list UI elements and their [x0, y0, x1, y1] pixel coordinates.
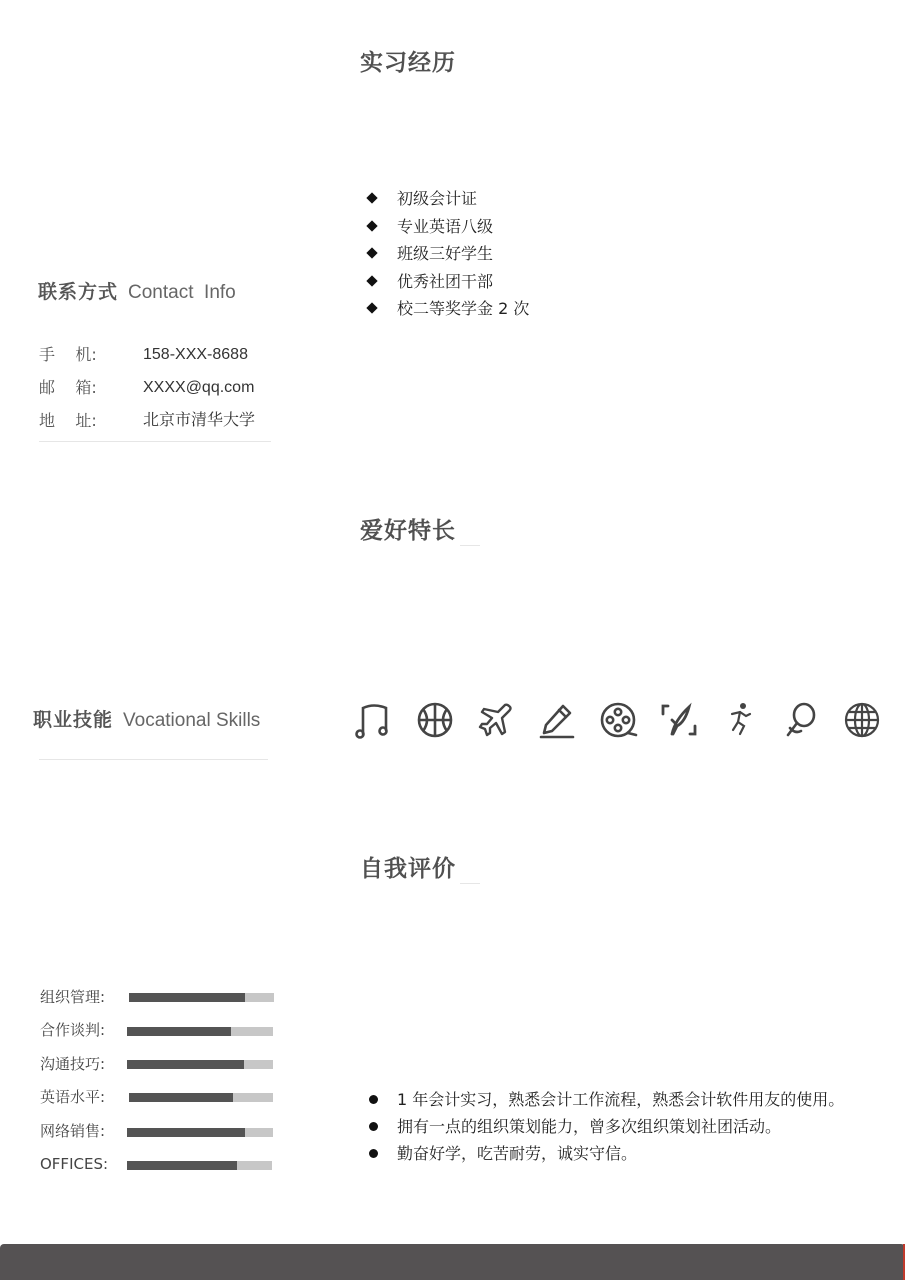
hobby-icons — [354, 700, 903, 740]
calligraphy-icon — [659, 700, 699, 740]
skill-bar-fill — [127, 1128, 245, 1137]
list-item: 校二等奖学金 2 次 — [366, 295, 529, 323]
section-title-hobbies: 爱好特长 — [360, 518, 456, 544]
skill-bar-fill — [129, 1093, 233, 1102]
bullet-dot-icon — [369, 1095, 378, 1104]
skill-row: 网络销售: — [40, 1118, 280, 1151]
music-icon — [354, 700, 394, 740]
skill-bar — [127, 1128, 273, 1137]
list-item: 1 年会计实习，熟悉会计工作流程，熟悉会计软件用友的使用。 — [366, 1086, 844, 1113]
badminton-icon — [781, 700, 821, 740]
list-item: 优秀社团干部 — [366, 268, 529, 296]
section-title-internship: 实习经历 — [360, 50, 456, 76]
contact-row-phone: 手 机: 158-XXX-8688 — [39, 345, 248, 364]
running-icon — [720, 700, 760, 740]
skill-row: 英语水平: — [40, 1084, 280, 1117]
skill-row: OFFICES: — [40, 1151, 280, 1184]
pen-icon — [537, 700, 577, 740]
bullet-dot-icon — [369, 1122, 378, 1131]
skill-bar — [129, 1093, 273, 1102]
skills-heading: 职业技能 Vocational Skills — [33, 709, 261, 731]
contact-heading: 联系方式 Contact Info — [38, 281, 236, 303]
skill-bar-fill — [127, 1027, 231, 1036]
self-evaluation-list — [366, 1086, 844, 1167]
diamond-bullet-icon — [366, 220, 377, 231]
list-item: 初级会计证 — [366, 185, 529, 213]
skill-bar — [127, 1060, 273, 1069]
skill-bar — [127, 1027, 273, 1036]
certificate-list — [366, 185, 529, 323]
skills-divider — [39, 759, 268, 760]
skill-bar-fill — [127, 1060, 244, 1069]
contact-list — [39, 338, 279, 437]
bullet-dot-icon — [369, 1149, 378, 1158]
skill-bar — [127, 1161, 272, 1170]
basketball-icon — [415, 700, 455, 740]
section-title-self-evaluation: 自我评价 — [360, 856, 456, 882]
diamond-bullet-icon — [366, 192, 377, 203]
list-item: 勤奋好学，吃苦耐劳，诚实守信。 — [366, 1140, 844, 1167]
skill-bar-fill — [129, 993, 245, 1002]
footer-bar — [0, 1244, 905, 1280]
hobbies-title-underline — [460, 545, 480, 546]
skill-bars — [40, 984, 280, 1184]
self-eval-title-underline — [460, 883, 480, 884]
diamond-bullet-icon — [366, 247, 377, 258]
diamond-bullet-icon — [366, 275, 377, 286]
airplane-icon — [476, 700, 516, 740]
skill-row: 合作谈判: — [40, 1017, 280, 1050]
list-item: 班级三好学生 — [366, 240, 529, 268]
skill-bar — [129, 993, 274, 1002]
diamond-bullet-icon — [366, 302, 377, 313]
film-reel-icon — [598, 700, 638, 740]
skill-bar-fill — [127, 1161, 237, 1170]
contact-divider — [39, 441, 271, 442]
skill-row: 组织管理: — [40, 984, 280, 1017]
globe-icon — [842, 700, 882, 740]
list-item: 拥有一点的组织策划能力，曾多次组织策划社团活动。 — [366, 1113, 844, 1140]
contact-row-email: 邮 箱: XXXX@qq.com — [39, 378, 255, 397]
skill-row: 沟通技巧: — [40, 1051, 280, 1084]
contact-row-address: 地 址: 北京市清华大学 — [39, 411, 256, 430]
list-item: 专业英语八级 — [366, 213, 529, 241]
